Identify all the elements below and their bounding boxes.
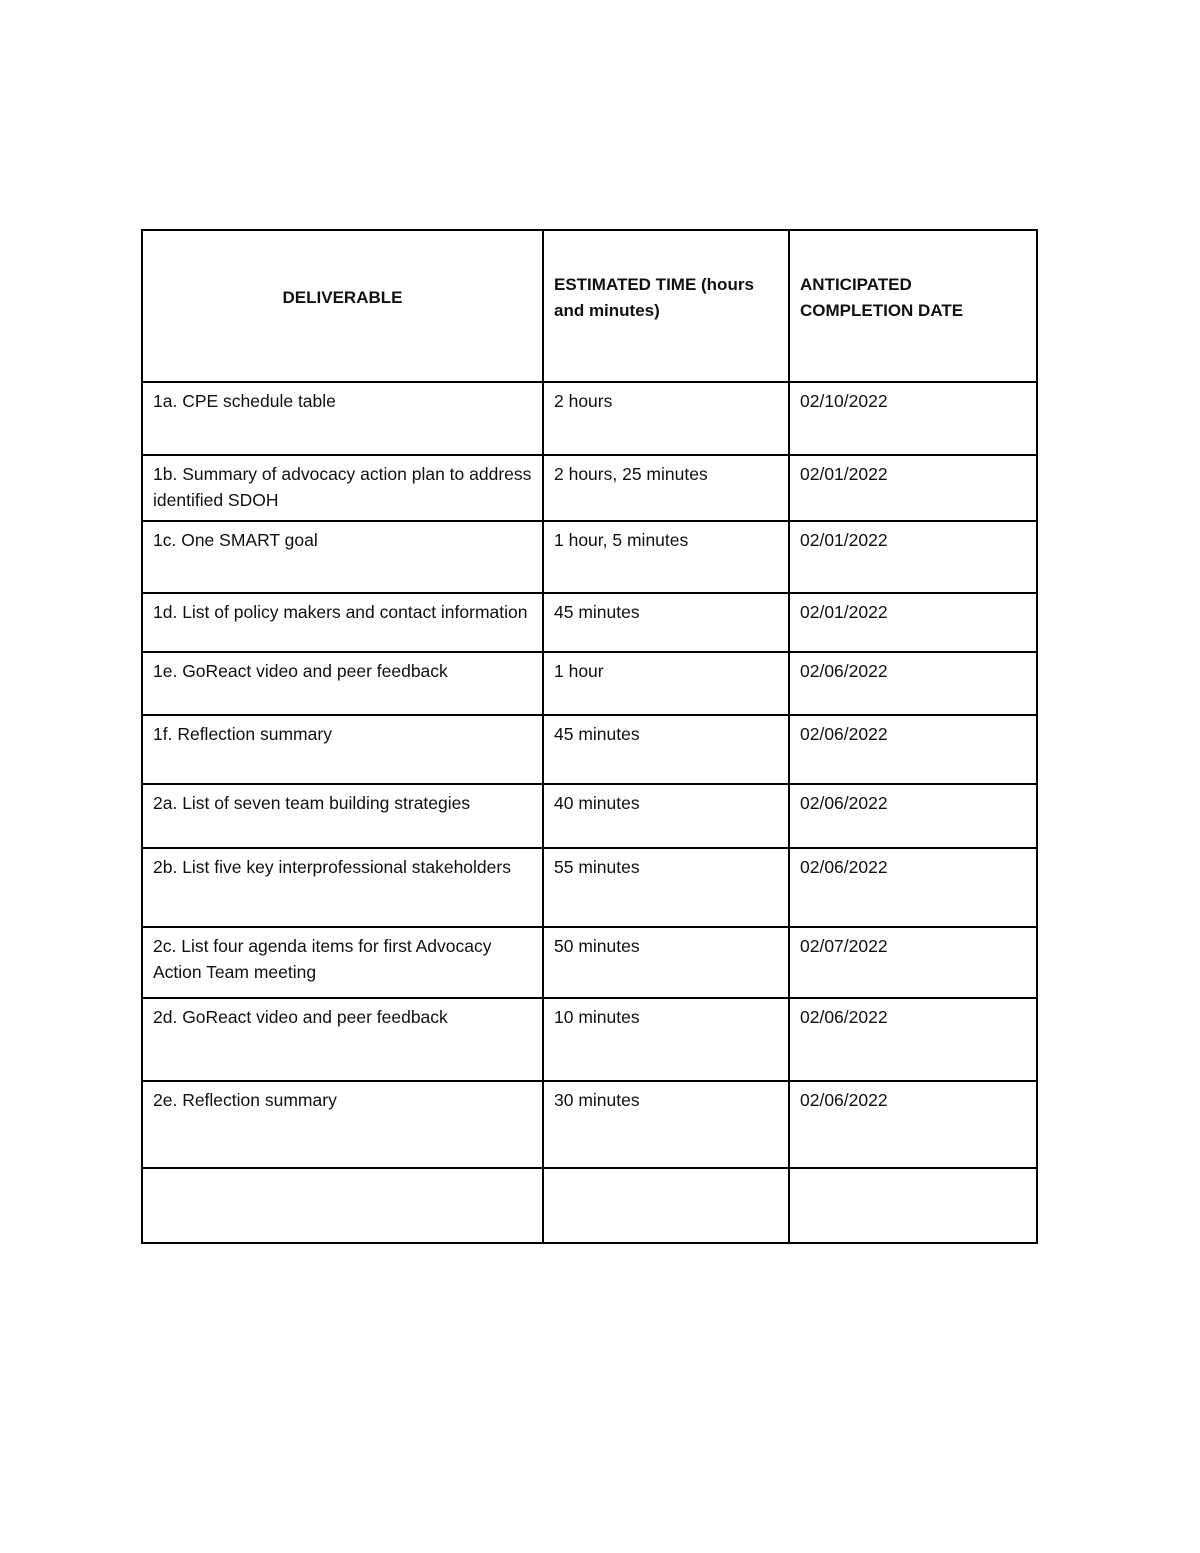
table-row (142, 927, 1037, 998)
deliverable-cell: 2a. List of seven team building strategies (142, 784, 543, 848)
deliverable-cell: 2e. Reflection summary (142, 1081, 543, 1168)
date-cell: 02/01/2022 (789, 593, 1037, 652)
time-cell (543, 1168, 789, 1243)
deliverable-cell (142, 1168, 543, 1243)
table-row (142, 1081, 1037, 1168)
deliverable-cell: 2d. GoReact video and peer feedback (142, 998, 543, 1081)
date-cell: 02/01/2022 (789, 455, 1037, 521)
time-cell: 40 minutes (543, 784, 789, 848)
table-row (142, 1168, 1037, 1243)
date-cell: 02/10/2022 (789, 382, 1037, 455)
table-row (142, 715, 1037, 784)
time-cell: 10 minutes (543, 998, 789, 1081)
table-row (142, 593, 1037, 652)
time-cell: 1 hour (543, 652, 789, 715)
time-cell: 2 hours, 25 minutes (543, 455, 789, 521)
date-cell (789, 1168, 1037, 1243)
date-cell: 02/06/2022 (789, 1081, 1037, 1168)
time-cell: 55 minutes (543, 848, 789, 927)
date-cell: 02/01/2022 (789, 521, 1037, 593)
time-cell: 45 minutes (543, 593, 789, 652)
header-deliverable: DELIVERABLE (142, 230, 543, 382)
time-cell: 30 minutes (543, 1081, 789, 1168)
date-cell: 02/06/2022 (789, 652, 1037, 715)
table-row (142, 998, 1037, 1081)
deliverables-table (141, 229, 1038, 1244)
header-completion-date: ANTICIPATED COMPLETION DATE (789, 230, 1037, 382)
deliverable-cell: 2b. List five key interprofessional stakeholders (142, 848, 543, 927)
date-cell: 02/06/2022 (789, 848, 1037, 927)
table-header-row (142, 230, 1037, 382)
deliverable-cell: 1c. One SMART goal (142, 521, 543, 593)
table-row (142, 784, 1037, 848)
deliverable-cell: 2c. List four agenda items for first Advocacy Action Team meeting (142, 927, 543, 998)
date-cell: 02/06/2022 (789, 715, 1037, 784)
deliverable-cell: 1e. GoReact video and peer feedback (142, 652, 543, 715)
table-row (142, 652, 1037, 715)
date-cell: 02/06/2022 (789, 998, 1037, 1081)
time-cell: 2 hours (543, 382, 789, 455)
deliverable-cell: 1f. Reflection summary (142, 715, 543, 784)
time-cell: 1 hour, 5 minutes (543, 521, 789, 593)
date-cell: 02/06/2022 (789, 784, 1037, 848)
table-row (142, 455, 1037, 521)
deliverable-cell: 1d. List of policy makers and contact information (142, 593, 543, 652)
date-cell: 02/07/2022 (789, 927, 1037, 998)
time-cell: 50 minutes (543, 927, 789, 998)
deliverable-cell: 1a. CPE schedule table (142, 382, 543, 455)
time-cell: 45 minutes (543, 715, 789, 784)
table-row (142, 521, 1037, 593)
header-estimated-time: ESTIMATED TIME (hours and minutes) (543, 230, 789, 382)
table-row (142, 848, 1037, 927)
table-row (142, 382, 1037, 455)
deliverable-cell: 1b. Summary of advocacy action plan to address identified SDOH (142, 455, 543, 521)
